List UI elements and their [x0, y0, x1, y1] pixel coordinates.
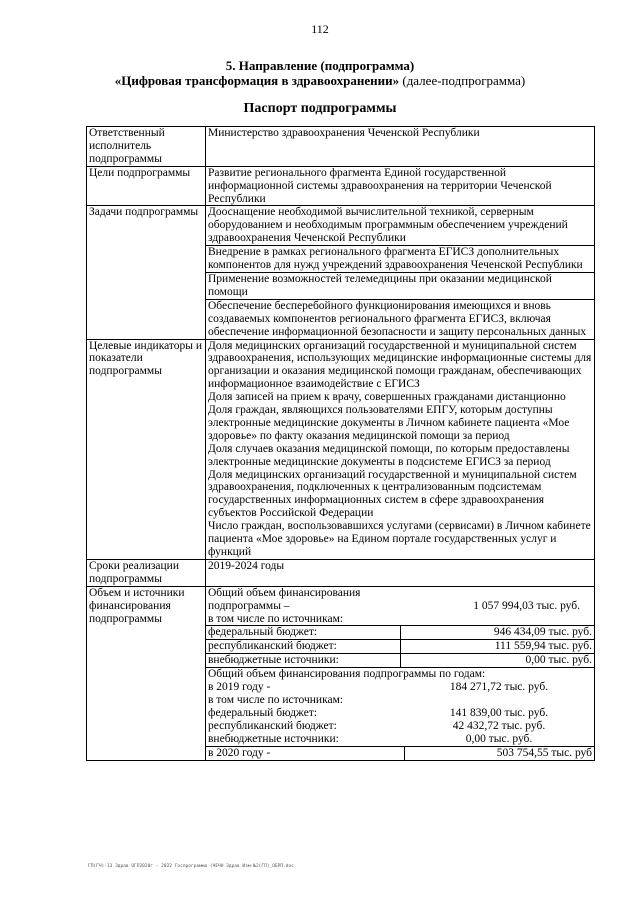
heading-line2-bold: «Цифровая трансформация в здравоохранении» [114, 73, 400, 88]
row-goals [87, 166, 595, 206]
indicators-value [206, 339, 595, 559]
financing-total-table [206, 587, 594, 681]
page-number: 112 [311, 22, 329, 36]
tasks-label: Задачи подпрограммы [87, 206, 206, 339]
financing-by-years-title: Общий объем финансирования подпрограммы по годам: [206, 668, 594, 681]
task-item: Обеспечение бесперебойного функционирования имеющихся и вновь создаваемых компонентов регионального фрагмента ЕГИСЗ, включая обеспечение информационной безопасности и защиту персональных данных [206, 299, 595, 339]
indicator-item: Число граждан, воспользовавшихся услугами (сервисами) в Личном кабинете пациента «Мое здоровье» на Едином портале государственных услуг и функций [208, 520, 591, 558]
indicators-label: Целевые индикаторы и показатели подпрограммы [87, 339, 206, 559]
source-name: республиканский бюджет: [206, 640, 400, 654]
source-name: внебюджетные источники: [206, 654, 400, 668]
terms-label: Сроки реализации подпрограммы [87, 559, 206, 586]
subprogram-heading [0, 58, 640, 88]
source-value: 946 434,09 тыс. руб. [400, 626, 594, 640]
row-indicators [87, 339, 595, 559]
source-value: 141 839,00 тыс. руб. [449, 706, 549, 719]
task-item: Применение возможностей телемедицины при оказании медицинской помощи [206, 272, 595, 299]
source-name: федеральный бюджет: [208, 706, 318, 719]
year-2020-value: 503 754,55 тыс. руб [404, 746, 594, 759]
source-name: федеральный бюджет: [206, 626, 400, 640]
source-value: 42 432,72 тыс. руб. [452, 719, 546, 732]
goals-value: Развитие регионального фрагмента Единой государственной информационной системы здравоохранения на территории Чеченской Республики [206, 166, 595, 206]
indicator-item: Доля записей на прием к врачу, совершенных гражданами дистанционно [208, 391, 566, 404]
terms-value: 2019-2024 годы [206, 559, 595, 586]
source-value: 111 559,94 тыс. руб. [400, 640, 594, 654]
goals-label: Цели подпрограммы [87, 166, 206, 206]
document-footer: ГП(ГЧ)-13 Здрав ОГЛ2020г - 2022 Госпрограмма (ЧЕЧН Здрав Изм-№2(ГП)_ОБРП.doc [88, 864, 294, 869]
source-name: внебюджетные источники: [206, 733, 404, 746]
indicator-item: Доля граждан, являющихся пользователями ЕПГУ, которым доступны электронные медицинские документы в Личном кабинете пациента «Мое здоровье» по факту оказания медицинской помощи за период [208, 404, 570, 442]
financing-by-sources: в том числе по источникам: [208, 612, 344, 625]
row-financing [87, 586, 595, 760]
passport-title: Паспорт подпрограммы [243, 101, 397, 116]
indicator-item: Доля медицинских организаций государственной и муниципальной систем здравоохранения, использующих медицинские информационные системы для организации и оказания медицинской помощи гражданам, обеспечивающих информационное взаимодействие с ЕГИСЗ [208, 339, 592, 391]
source-name: республиканский бюджет: [208, 719, 337, 732]
year-2019-value: 184 271,72 тыс. руб. [449, 681, 549, 694]
source-value: 0,00 тыс. руб. [404, 733, 594, 746]
passport-table [86, 126, 595, 761]
heading-line2-rest: (далее-подпрограмма) [399, 73, 526, 88]
year-2019-by-sources: в том числе по источникам: [208, 693, 344, 706]
task-item: Внедрение в рамках регионального фрагмента ЕГИСЗ дополнительных компонентов для нужд учреждений здравоохранения Чеченской Республики [206, 246, 595, 273]
indicator-item: Доля медицинских организаций государственной и муниципальной систем здравоохранения, подключенных к централизованным подсистемам государственных информационных систем в сфере здравоохранения субъектов Российской Федерации [208, 468, 577, 520]
year-2019-label: в 2019 году - [208, 681, 271, 694]
financing-total-line1: Общий объем финансирования [208, 586, 361, 599]
executor-value: Министерство здравоохранения Чеченской Республики [206, 127, 595, 167]
task-item: Дооснащение необходимой вычислительной техникой, серверным оборудованием и необходимым программным обеспечением учреждений здравоохранения Чеченской Республики [206, 206, 595, 246]
source-value: 0,00 тыс. руб. [400, 654, 594, 668]
year-2020-label: в 2020 году - [206, 746, 404, 759]
financing-years-table [206, 681, 594, 759]
financing-value [206, 586, 595, 760]
financing-total-line2: подпрограммы – [208, 599, 290, 612]
executor-label: Ответственный исполнитель подпрограммы [87, 127, 206, 167]
heading-line1: 5. Направление (подпрограмма) [225, 58, 415, 73]
row-terms [87, 559, 595, 586]
financing-total-value: 1 057 994,03 тыс. руб. [473, 599, 580, 612]
row-executor [87, 127, 595, 167]
indicator-item: Доля случаев оказания медицинской помощи, по которым предоставлены электронные медицинские документы в подсистеме ЕГИСЗ за период [208, 442, 570, 468]
row-tasks-1 [87, 206, 595, 246]
financing-label: Объем и источники финансирования подпрограммы [87, 586, 206, 760]
